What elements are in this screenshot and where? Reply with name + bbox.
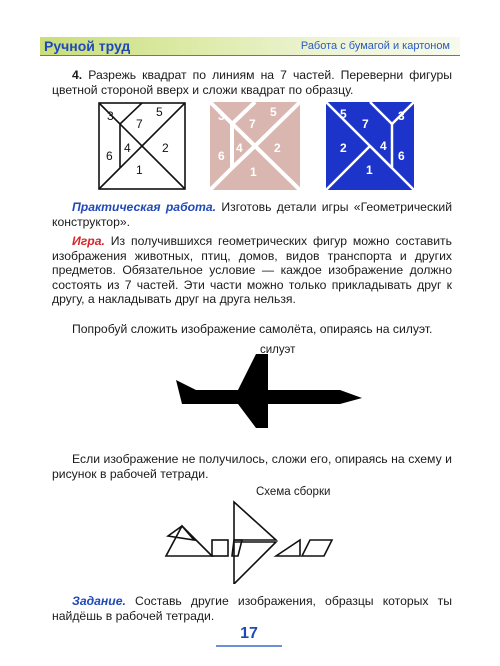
piece-label: 6 <box>218 149 225 163</box>
piece-label: 6 <box>398 149 405 163</box>
piece-label: 6 <box>106 149 113 163</box>
silhouette-label: силуэт <box>260 344 296 356</box>
tangram-outline-square <box>98 102 186 190</box>
piece-label: 3 <box>107 109 114 123</box>
task-number: 4. <box>72 68 83 82</box>
piece-label: 4 <box>236 141 243 155</box>
fallback-text: Если изображение не получилось, сложи его, опираясь на схему и рисунок в рабочей тетради. <box>52 452 452 481</box>
assembly-label: Схема сборки <box>256 486 331 498</box>
piece-label: 3 <box>398 109 405 123</box>
piece-label: 1 <box>366 163 373 177</box>
piece-label: 3 <box>218 109 225 123</box>
header-rule <box>40 55 460 56</box>
assembly-scheme <box>160 498 336 584</box>
game-label: Игра. <box>72 234 105 248</box>
piece-label: 5 <box>270 105 277 119</box>
piece-label: 4 <box>124 141 131 155</box>
page-number-underline <box>216 645 282 647</box>
assignment-paragraph <box>52 594 452 623</box>
piece-label: 7 <box>362 117 369 131</box>
airplane-instruction-text: Попробуй сложить изображение самолёта, опираясь на силуэт. <box>72 322 433 336</box>
assignment-text: Составь другие изображения, образцы которых ты найдёшь в рабочей тетради. <box>52 594 452 623</box>
piece-label: 2 <box>274 141 281 155</box>
piece-label: 7 <box>136 117 143 131</box>
piece-label: 2 <box>162 141 169 155</box>
assignment-label: Задание. <box>72 594 126 608</box>
piece-label: 7 <box>249 117 256 131</box>
airplane-silhouette <box>168 352 368 430</box>
page-header <box>40 37 460 57</box>
page-number: 17 <box>240 625 258 642</box>
practical-label: Практическая работа. <box>72 200 217 214</box>
game-paragraph <box>52 234 452 307</box>
piece-label: 1 <box>136 163 143 177</box>
fallback-paragraph <box>52 452 452 481</box>
tangram-blue-square <box>326 102 414 190</box>
piece-label: 4 <box>380 139 387 153</box>
piece-label: 5 <box>156 105 163 119</box>
task4-text: Разрежь квадрат по линиям на 7 частей. Переверни фигуры цветной стороной вверх и сложи квадрат по образцу. <box>52 68 453 97</box>
tangram-pink-square <box>210 102 300 190</box>
section-title: Ручной труд <box>44 38 131 54</box>
piece-label: 2 <box>340 141 347 155</box>
chapter-title: Работа с бумагой и картоном <box>300 40 450 52</box>
piece-label: 5 <box>340 107 347 121</box>
task4-paragraph <box>52 68 452 97</box>
game-text: Из получившихся геометрических фигур можно составить изображения животных, птиц, домов, видов транспорта и других предметов. Обязательное условие — каждое изображение должно состоять из 7 частей. Эти части можно только прикладывать друг к другу, а накладывать друг на друга нельзя. <box>52 234 452 307</box>
piece-label: 1 <box>250 165 257 179</box>
practical-text: Изготовь детали игры «Геометрический конструктор». <box>52 200 452 229</box>
airplane-instruction <box>52 322 452 337</box>
practical-paragraph <box>52 200 452 229</box>
